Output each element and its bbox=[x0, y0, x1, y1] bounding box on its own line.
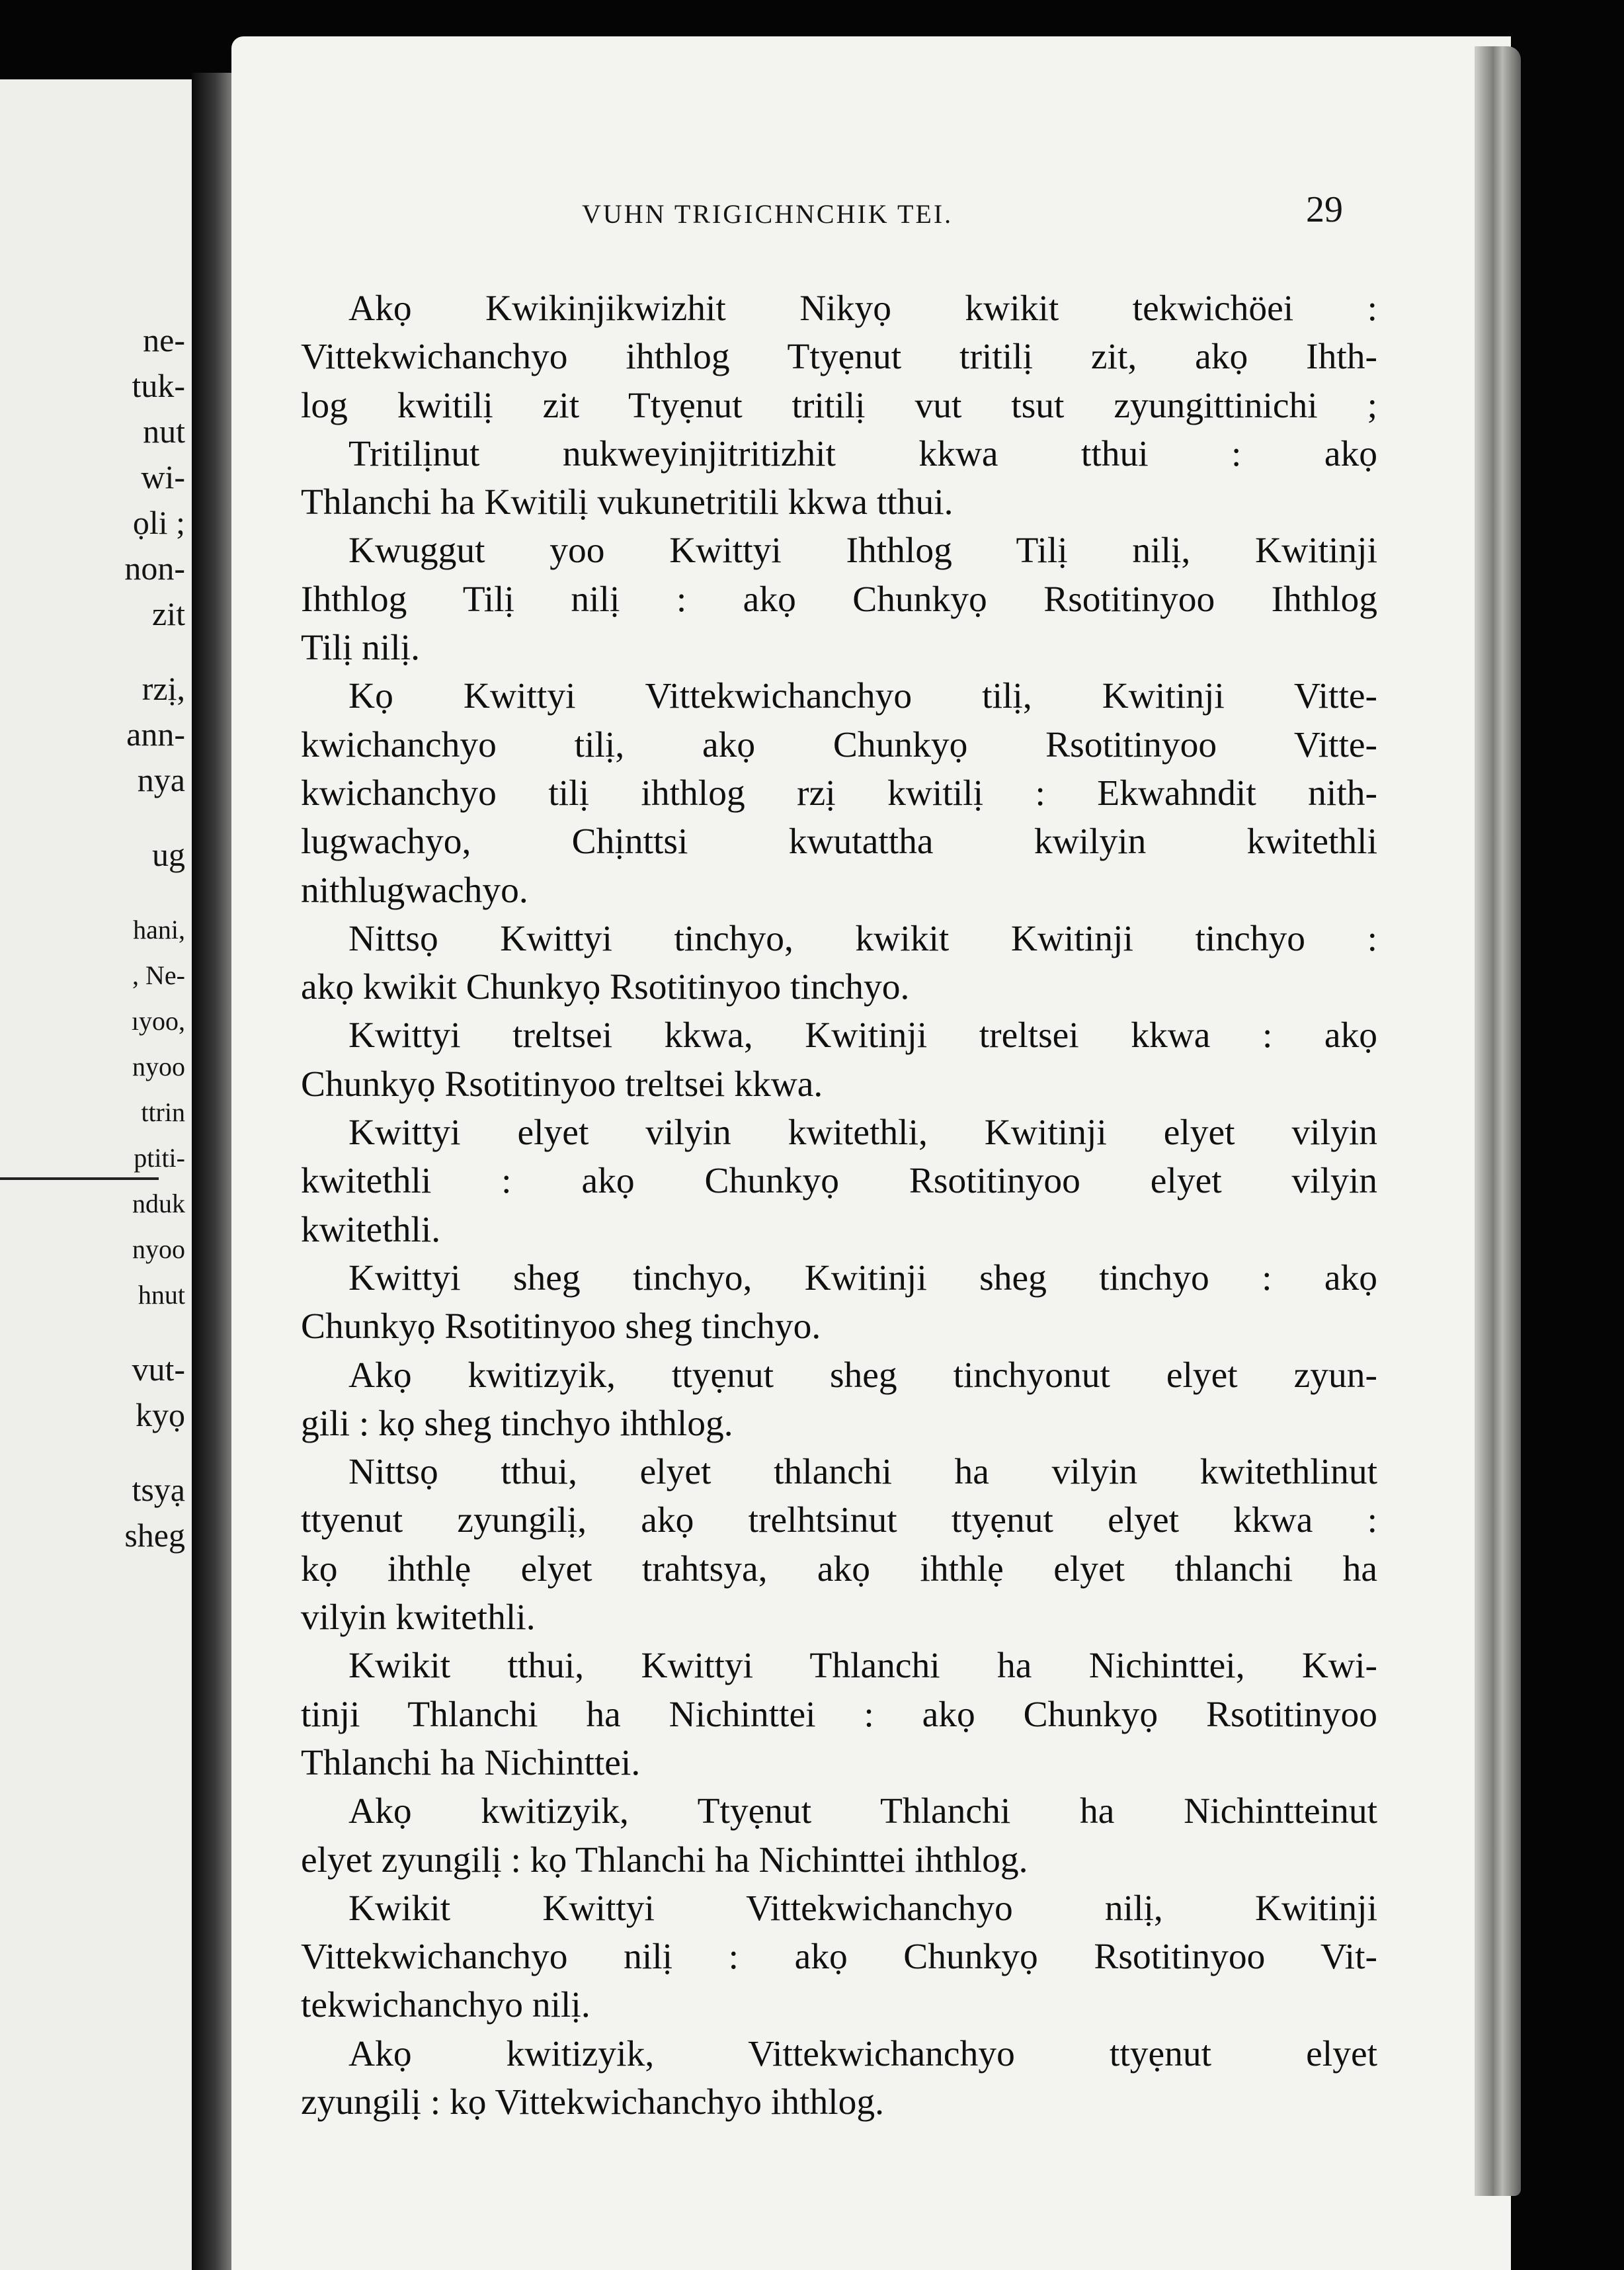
text-line: Akọ kwitizyik, Ttyẹnut Thlanchi ha Nichintteinut bbox=[348, 1791, 1377, 1832]
text-line: log kwitilị zit Ttyẹnut tritilị vut tsut zyungittinichi ; bbox=[301, 385, 1377, 426]
text-line: Kwittyi elyet vilyin kwitethli, Kwitinji elyet vilyin bbox=[348, 1113, 1377, 1154]
text-line: Tritilịnut nukweyinjitritizhit kkwa tthui : akọ bbox=[348, 433, 1377, 474]
text-line: ttyenut zyungilị, akọ trelhtsinut ttyẹnut elyet kkwa : bbox=[301, 1500, 1377, 1541]
left-page-fragment: hnut bbox=[138, 1280, 185, 1310]
left-page-fragment: rzị, bbox=[142, 670, 185, 707]
text-line: Kwikit tthui, Kwittyi Thlanchi ha Nichinttei, Kwi- bbox=[348, 1646, 1377, 1687]
text-line: kwichanchyo tilị, akọ Chunkyọ Rsotitinyoo Vitte- bbox=[301, 724, 1377, 765]
left-page-text-fragments bbox=[0, 317, 185, 1558]
text-line: nithlugwachyo. bbox=[301, 870, 528, 911]
text-line: kwitethli : akọ Chunkyọ Rsotitinyoo elyet vilyin bbox=[301, 1161, 1377, 1202]
left-page-fragment: zit bbox=[152, 595, 185, 632]
left-page-fragment: ann- bbox=[126, 716, 185, 753]
text-line: Thlanchi ha Kwitilị vukunetritili kkwa tthui. bbox=[301, 482, 954, 523]
text-line: Akọ kwitizyik, ttyẹnut sheg tinchyonut elyet zyun- bbox=[348, 1355, 1377, 1396]
left-page-fragment: ıyoo, bbox=[131, 1006, 185, 1036]
text-line: Akọ kwitizyik, Vittekwichanchyo ttyẹnut elyet bbox=[348, 2033, 1377, 2074]
left-page-fragment: non- bbox=[124, 550, 185, 587]
left-page-fragment: ug bbox=[152, 836, 185, 873]
left-page-fragment: vut- bbox=[132, 1351, 185, 1388]
left-page-fragment: sheg bbox=[124, 1517, 185, 1554]
text-line: Thlanchi ha Nichinttei. bbox=[301, 1742, 641, 1783]
left-page-fragment: tuk- bbox=[132, 367, 185, 404]
left-page-rule bbox=[0, 1177, 159, 1180]
left-page-fragment: nya bbox=[137, 761, 185, 798]
text-line: Ihthlog Tilị nilị : akọ Chunkyọ Rsotitinyoo Ihthlog bbox=[301, 579, 1377, 620]
text-line: Kwittyi sheg tinchyo, Kwitinji sheg tinchyo : akọ bbox=[348, 1257, 1377, 1298]
running-head: VUHN TRIGICHNCHIK TEI. bbox=[582, 199, 954, 229]
text-line: Chunkyọ Rsotitinyoo treltsei kkwa. bbox=[301, 1064, 823, 1105]
body-text bbox=[301, 284, 1377, 2126]
text-line: Kwittyi treltsei kkwa, Kwitinji treltsei kkwa : akọ bbox=[348, 1015, 1377, 1056]
left-facing-page bbox=[0, 79, 194, 2270]
text-line: vilyin kwitethli. bbox=[301, 1597, 536, 1638]
left-page-fragment: wi- bbox=[141, 458, 185, 495]
text-line: Kọ Kwittyi Vittekwichanchyo tilị, Kwitinji Vitte- bbox=[348, 676, 1377, 717]
text-line: kwichanchyo tilị ihthlog rzị kwitilị : Ekwahndit nith- bbox=[301, 773, 1377, 814]
text-line: zyungilị : kọ Vittekwichanchyo ihthlog. bbox=[301, 2081, 884, 2123]
text-line: Akọ Kwikinjikwizhit Nikyọ kwikit tekwichöei : bbox=[348, 288, 1377, 329]
page-number: 29 bbox=[1306, 189, 1343, 230]
text-line: elyet zyungilị : kọ Thlanchi ha Nichinttei ihthlog. bbox=[301, 1839, 1028, 1880]
left-page-fragment: ọli ; bbox=[132, 504, 185, 541]
left-page-fragment: nyoo bbox=[132, 1234, 185, 1264]
text-line: lugwachyo, Chịnttsi kwutattha kwilyin kwitethli bbox=[301, 821, 1377, 862]
left-page-fragment: nduk bbox=[132, 1189, 185, 1218]
left-page-fragment: , Ne- bbox=[132, 960, 185, 990]
text-line: akọ kwikit Chunkyọ Rsotitinyoo tinchyo. bbox=[301, 967, 910, 1008]
text-line: tekwichanchyo nilị. bbox=[301, 1985, 590, 2026]
left-page-fragment: kyọ bbox=[136, 1396, 185, 1433]
text-line: Nittsọ tthui, elyet thlanchi ha vilyin kwitethlinut bbox=[348, 1452, 1377, 1493]
page-edge-shadow bbox=[1475, 46, 1521, 2196]
text-line: Kwikit Kwittyi Vittekwichanchyo nilị, Kwitinji bbox=[348, 1888, 1377, 1929]
text-line: Nittsọ Kwittyi tinchyo, kwikit Kwitinji tinchyo : bbox=[348, 918, 1377, 959]
text-line: gili : kọ sheg tinchyo ihthlog. bbox=[301, 1403, 733, 1444]
left-page-fragment: ptiti- bbox=[134, 1143, 185, 1173]
text-line: Kwuggut yoo Kwittyi Ihthlog Tilị nilị, Kwitinji bbox=[348, 530, 1377, 571]
text-line: Vittekwichanchyo ihthlog Ttyẹnut tritilị zit, akọ Ihth- bbox=[301, 337, 1377, 378]
left-page-fragment: tsyạ bbox=[132, 1471, 185, 1508]
text-line: tinji Thlanchi ha Nichinttei : akọ Chunkyọ Rsotitinyoo bbox=[301, 1694, 1377, 1735]
left-page-fragment: hani, bbox=[133, 915, 185, 945]
left-page-fragment: nyoo bbox=[132, 1052, 185, 1081]
text-line: kọ ihthlẹ elyet trahtsya, akọ ihthlẹ elyet thlanchi ha bbox=[301, 1548, 1377, 1589]
text-line: kwitethli. bbox=[301, 1209, 441, 1250]
left-page-fragment: ne- bbox=[143, 321, 185, 358]
text-line: Vittekwichanchyo nilị : akọ Chunkyọ Rsotitinyoo Vit- bbox=[301, 1937, 1377, 1978]
text-line: Tilị nilị. bbox=[301, 628, 420, 669]
text-line: Chunkyọ Rsotitinyoo sheg tinchyo. bbox=[301, 1306, 821, 1347]
left-page-fragment: nut bbox=[143, 413, 185, 450]
left-page-fragment: ttrin bbox=[141, 1097, 185, 1127]
